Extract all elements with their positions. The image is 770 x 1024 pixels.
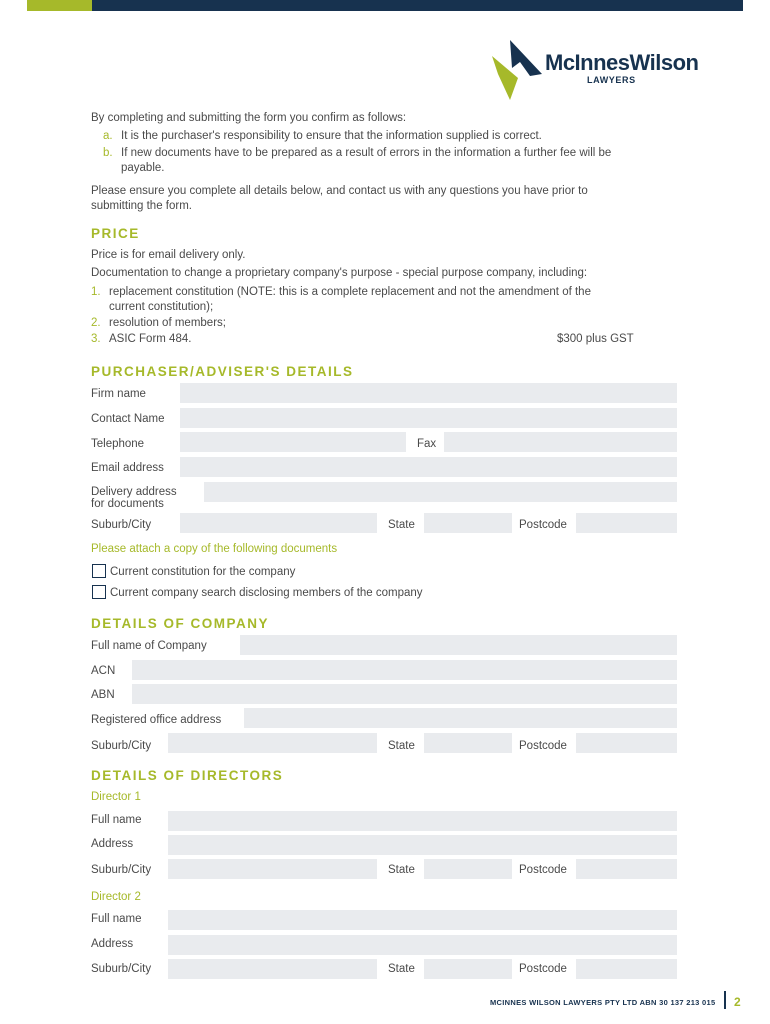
director-1-full-name-field[interactable] [168,811,677,831]
purchaser-postcode-field[interactable] [576,513,677,533]
price-item-2-marker: 2. [91,317,101,329]
email-field[interactable] [180,457,677,477]
director-2-full-name-label: Full name [91,913,142,925]
registered-office-field[interactable] [244,708,677,728]
attach-heading: Please attach a copy of the following documents [91,543,338,555]
footer-divider [724,991,726,1009]
constitution-checkbox[interactable] [92,564,106,578]
intro-item-a-text: It is the purchaser's responsibility to ensure that the information supplied is correct. [121,130,542,142]
director-1-title: Director 1 [91,791,141,803]
logo-navy-wing [510,40,542,76]
company-state-label: State [388,740,415,752]
intro-item-a-marker: a. [103,130,113,142]
constitution-checkbox-label: Current constitution for the company [110,566,296,578]
directors-heading: DETAILS OF DIRECTORS [91,768,284,783]
director-2-title: Director 2 [91,891,141,903]
contact-line-1: Please ensure you complete all details below, and contact us with any questions you have prior to [91,185,588,197]
director-2-state-label: State [388,963,415,975]
footer-company-line: MCINNES WILSON LAWYERS PTY LTD ABN 30 137 213 015 [490,998,716,1007]
company-full-name-field[interactable] [240,635,677,655]
director-1-address-field[interactable] [168,835,677,855]
company-full-name-label: Full name of Company [91,640,207,652]
page-number: 2 [734,995,741,1009]
price-item-1-text-line2: current constitution); [109,301,214,313]
purchaser-state-label: State [388,519,415,531]
director-1-full-name-label: Full name [91,814,142,826]
director-1-address-label: Address [91,838,134,850]
director-1-state-field[interactable] [424,859,512,879]
price-item-3-text: ASIC Form 484. [109,333,192,345]
price-item-2-text: resolution of members; [109,317,226,329]
email-label: Email address [91,462,164,474]
purchaser-heading: PURCHASER/ADVISER'S DETAILS [91,364,354,379]
logo-wordmark [545,50,698,76]
director-1-suburb-field[interactable] [168,859,377,879]
purchaser-suburb-field[interactable] [180,513,377,533]
acn-label: ACN [91,665,116,677]
abn-label: ABN [91,689,115,701]
price-amount: $300 plus GST [557,333,634,345]
price-item-1-text-line1: replacement constitution (NOTE: this is a complete replacement and not the amendment of the [109,286,591,298]
director-1-postcode-field[interactable] [576,859,677,879]
registered-office-label: Registered office address [91,714,222,726]
contact-name-field[interactable] [180,408,677,428]
telephone-label: Telephone [91,438,145,450]
intro-item-b-text-line2: payable. [121,162,165,174]
director-2-address-field[interactable] [168,935,677,955]
firm-name-label: Firm name [91,388,146,400]
price-line-1: Price is for email delivery only. [91,249,246,261]
director-1-suburb-label: Suburb/City [91,864,152,876]
logo-name-part2: Wilson [629,50,699,75]
director-2-suburb-label: Suburb/City [91,963,152,975]
firm-name-field[interactable] [180,383,677,403]
contact-name-label: Contact Name [91,413,165,425]
company-search-checkbox-label: Current company search disclosing members of the company [110,587,423,599]
price-heading: PRICE [91,226,140,241]
intro-line: By completing and submitting the form you confirm as follows: [91,112,407,124]
telephone-field[interactable] [180,432,406,452]
acn-field[interactable] [132,660,677,680]
director-1-state-label: State [388,864,415,876]
price-item-3-marker: 3. [91,333,101,345]
fax-label: Fax [417,438,437,450]
price-line-2: Documentation to change a proprietary company's purpose - special purpose company, including: [91,267,588,279]
delivery-address-label-line1: Delivery address [91,486,177,498]
director-2-postcode-field[interactable] [576,959,677,979]
price-item-1-marker: 1. [91,286,101,298]
abn-field[interactable] [132,684,677,704]
contact-line-2: submitting the form. [91,200,192,212]
logo-name-part1: McInnes [545,50,630,75]
director-2-full-name-field[interactable] [168,910,677,930]
logo-subtitle: LAWYERS [587,75,636,85]
company-postcode-label: Postcode [519,740,567,752]
purchaser-state-field[interactable] [424,513,512,533]
director-2-postcode-label: Postcode [519,963,567,975]
delivery-address-label-line2: for documents [91,498,164,510]
director-2-address-label: Address [91,938,134,950]
company-state-field[interactable] [424,733,512,753]
delivery-address-field[interactable] [204,482,677,502]
director-1-postcode-label: Postcode [519,864,567,876]
purchaser-suburb-label: Suburb/City [91,519,152,531]
company-heading: DETAILS OF COMPANY [91,616,269,631]
company-suburb-label: Suburb/City [91,740,152,752]
company-search-checkbox[interactable] [92,585,106,599]
purchaser-postcode-label: Postcode [519,519,567,531]
intro-item-b-marker: b. [103,147,113,159]
fax-field[interactable] [444,432,677,452]
company-suburb-field[interactable] [168,733,377,753]
intro-item-b-text-line1: If new documents have to be prepared as a result of errors in the information a further fee will be [121,147,612,159]
top-accent-bar-navy [92,0,743,11]
company-postcode-field[interactable] [576,733,677,753]
top-accent-bar-green [27,0,92,11]
director-2-suburb-field[interactable] [168,959,377,979]
director-2-state-field[interactable] [424,959,512,979]
